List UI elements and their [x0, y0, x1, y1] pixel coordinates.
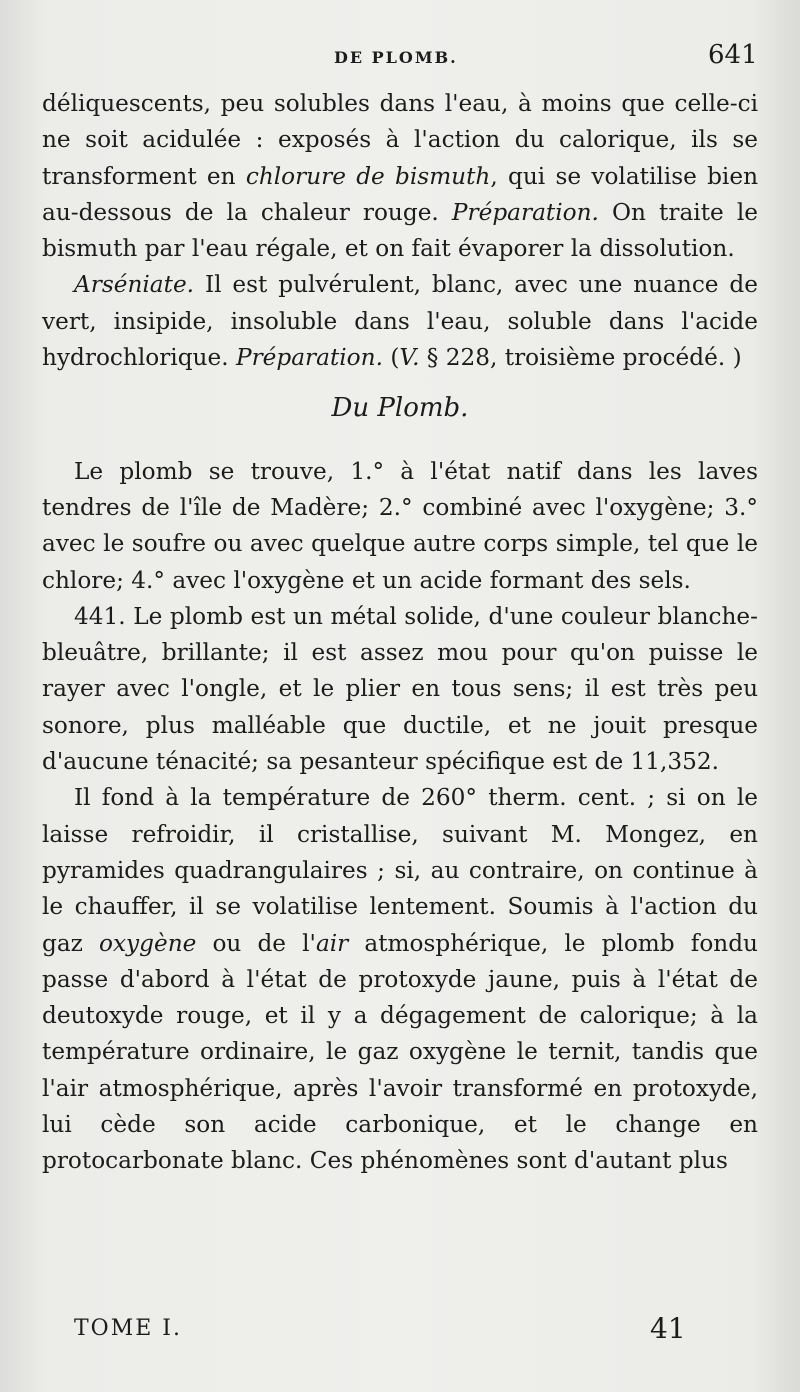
paragraph [42, 599, 758, 780]
paragraph [42, 267, 758, 376]
page-number: 641 [708, 40, 758, 70]
paragraph [42, 780, 758, 1179]
text-run: Il est pulvérulent, blanc, avec une nuance de vert, insipide, insoluble dans l'eau, soluble dans l'acide hydrochlorique. [42, 271, 758, 372]
text-run: Du Plomb. [331, 393, 469, 424]
section-heading [42, 390, 758, 426]
text-run: § 228, troisième procédé. ) [419, 344, 742, 372]
italic-text: Préparation. [451, 198, 599, 226]
text-run: ( [382, 344, 400, 372]
text-run: ou de l' [196, 929, 316, 957]
italic-text: air [315, 929, 349, 957]
body-text [42, 86, 758, 1180]
text-run: 441. Le plomb est un métal solide, d'une couleur blanche-bleuâtre, brillante; il est assez mou pour qu'on puisse le rayer avec l'ongle, et le plier en tous sens; il est très peu sonore, plus malléable que ductile, et ne jouit presque d'aucune ténacité; sa pesanteur spécifique est de 11,352. [42, 602, 758, 776]
italic-text: chlorure de bismuth [245, 162, 491, 190]
italic-text: V. [399, 344, 420, 372]
italic-text: Préparation. [235, 344, 383, 372]
text-run: On traite le bismuth par l'eau régale, et on fait évaporer la dissolution. [42, 198, 758, 263]
signature-mark: 41 [650, 1312, 686, 1345]
volume-label: TOME I. [74, 1316, 182, 1341]
italic-text: Arséniate. [74, 271, 195, 299]
page-footer [0, 1312, 800, 1356]
running-head-title: DE PLOMB. [334, 48, 458, 67]
text-run: Il fond à la température de 260° therm. cent. ; si on le laisse refroidir, il cristallise, suivant M. Mongez, en pyramides quadrangulaires ; si, au contraire, on continue à le chauffer, il se volatilise lentement. Soumis à l'action du gaz [42, 784, 758, 957]
text-run: , qui se volatilise bien au-dessous de la chaleur rouge. [42, 162, 758, 226]
running-head [0, 38, 800, 78]
text-run: atmosphérique, le plomb fondu passe d'abord à l'état de protoxyde jaune, puis à l'état de deutoxyde rouge, et il y a dégagement de calorique; à la température ordinaire, le gaz oxygène le ternit, tandis que l'air atmosphérique, après l'avoir transformé en protoxyde, lui cède son acide carbonique, et le change en protocarbonate blanc. Ces phénomènes sont d'autant plus [42, 929, 758, 1175]
paragraph [42, 86, 758, 267]
text-run: Le plomb se trouve, 1.° à l'état natif dans les laves tendres de l'île de Madère; 2.° combiné avec l'oxygène; 3.° avec le soufre ou avec quelque autre corps simple, tel que le chlore; 4.° avec l'oxygène et un acide formant des sels. [42, 457, 758, 594]
italic-text: oxygène [99, 929, 197, 957]
text-run: déliquescents, peu solubles dans l'eau, à moins que celle-ci ne soit acidulée : exposés à l'action du calorique, ils se transforment en [42, 90, 758, 190]
paragraph [42, 454, 758, 599]
